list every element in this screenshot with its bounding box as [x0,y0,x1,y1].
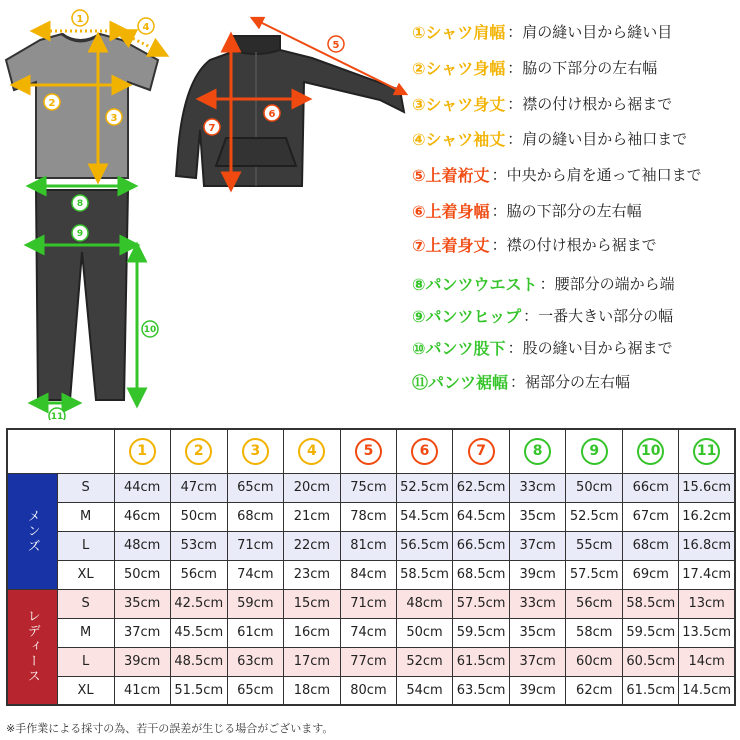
measurement-cell: 48cm [396,589,452,618]
measurement-cell: 65cm [227,473,283,502]
group-label-ladies: レディース [7,589,57,705]
column-number: 2 [185,438,212,465]
measurement-cell: 56cm [170,560,227,589]
table-row [7,676,735,705]
measurement-cell: 60cm [566,647,623,676]
legend-desc: ：襟の付け根から裾まで [507,95,673,113]
svg-text:3: 3 [110,113,118,124]
svg-text:2: 2 [48,98,56,109]
measurement-cell: 13.5cm [679,618,735,647]
legend-desc: ：肩の縫い目から縫い目 [507,23,673,41]
measurement-cell: 75cm [340,473,396,502]
legend-desc: ：中央から肩を通って袖口まで [491,166,702,184]
measurement-cell: 56cm [566,589,623,618]
legend-desc: ：一番大きい部分の幅 [523,307,674,325]
measurement-cell: 69cm [623,560,679,589]
column-number: 5 [355,438,382,465]
legend-item [412,336,673,359]
svg-text:4: 4 [142,22,150,33]
measurement-cell: 48cm [114,531,170,560]
svg-text:11: 11 [50,412,64,420]
measurement-cell: 55cm [566,531,623,560]
measurement-cell: 61.5cm [453,647,510,676]
table-row [7,647,735,676]
legend-label: ①シャツ肩幅 [412,23,506,42]
column-header [679,429,735,473]
table-row [7,531,735,560]
measurement-cell: 58.5cm [623,589,679,618]
legend-label: ⑨パンツヒップ [412,307,522,326]
measurement-cell: 22cm [283,531,340,560]
measurement-cell: 68cm [623,531,679,560]
legend-item [412,370,630,393]
jacket-illustration [176,20,404,186]
measurement-cell: 17.4cm [679,560,735,589]
measurement-cell: 84cm [340,560,396,589]
column-number: 6 [411,438,438,465]
column-number: 11 [693,438,720,465]
legend-label: ⑩パンツ股下 [412,339,506,358]
size-label: XL [57,676,114,705]
measurement-cell: 23cm [283,560,340,589]
svg-text:8: 8 [76,199,84,209]
measurement-cell: 56.5cm [396,531,452,560]
measurement-cell: 66.5cm [453,531,510,560]
measurement-cell: 59.5cm [623,618,679,647]
column-header [623,429,679,473]
size-label: S [57,473,114,502]
column-number: 4 [298,438,325,465]
measurement-cell: 37cm [510,531,566,560]
legend-desc: ：股の縫い目から裾まで [507,339,673,357]
measurement-cell: 35cm [114,589,170,618]
measurement-cell: 52.5cm [396,473,452,502]
measurement-cell: 48.5cm [170,647,227,676]
column-number: 8 [524,438,551,465]
svg-text:7: 7 [208,123,216,134]
measurement-cell: 74cm [227,560,283,589]
legend-label: ④シャツ袖丈 [412,130,506,149]
measurement-cell: 16cm [283,618,340,647]
measurement-cell: 59.5cm [453,618,510,647]
measurement-cell: 46cm [114,502,170,531]
column-header [114,429,170,473]
table-row [7,502,735,531]
measurement-cell: 58cm [566,618,623,647]
size-label: L [57,531,114,560]
measurement-cell: 54.5cm [396,502,452,531]
measurement-cell: 35cm [510,618,566,647]
measurement-cell: 42.5cm [170,589,227,618]
legend-desc: ：肩の縫い目から袖口まで [507,130,688,148]
size-label: L [57,647,114,676]
measurement-cell: 58.5cm [396,560,452,589]
group-label-mens: メンズ [7,473,57,589]
measurement-cell: 77cm [340,647,396,676]
measurement-cell: 39cm [510,676,566,705]
legend-label: ⑪パンツ裾幅 [412,373,509,392]
measurement-cell: 14cm [679,647,735,676]
measurement-cell: 44cm [114,473,170,502]
measurement-cell: 60.5cm [623,647,679,676]
measurement-cell: 67cm [623,502,679,531]
legend-item [412,199,642,222]
measurement-cell: 54cm [396,676,452,705]
measurement-cell: 71cm [340,589,396,618]
size-label: XL [57,560,114,589]
measurement-cell: 37cm [510,647,566,676]
legend-label: ⑤上着裄丈 [412,166,490,185]
measurement-cell: 51.5cm [170,676,227,705]
measurement-cell: 71cm [227,531,283,560]
column-header [340,429,396,473]
measurement-cell: 68cm [227,502,283,531]
measurement-cell: 33cm [510,589,566,618]
legend-desc: ：脇の下部分の左右幅 [491,202,642,220]
measurement-cell: 52.5cm [566,502,623,531]
column-number: 9 [581,438,608,465]
measurement-cell: 65cm [227,676,283,705]
measurement-cell: 50cm [114,560,170,589]
legend-label: ②シャツ身幅 [412,59,506,78]
table-row [7,589,735,618]
size-table-body [7,473,735,705]
legend-label: ⑦上着身丈 [412,236,490,255]
column-header [283,429,340,473]
measurement-cell: 61cm [227,618,283,647]
measurement-cell: 50cm [396,618,452,647]
column-number: 7 [468,438,495,465]
measurement-cell: 16.2cm [679,502,735,531]
legend-item [412,92,672,115]
column-number: 10 [637,438,664,465]
measurement-cell: 13cm [679,589,735,618]
table-row [7,473,735,502]
measurement-cell: 63.5cm [453,676,510,705]
measurement-cell: 61.5cm [623,676,679,705]
measurement-cell: 45.5cm [170,618,227,647]
legend-item [412,56,657,79]
measurement-cell: 16.8cm [679,531,735,560]
legend-item [412,272,675,295]
corner-cell [7,429,114,473]
measurement-cell: 15cm [283,589,340,618]
measurement-cell: 50cm [566,473,623,502]
size-label: M [57,618,114,647]
legend-item [412,20,672,43]
size-label: S [57,589,114,618]
measurement-cell: 74cm [340,618,396,647]
column-header [396,429,452,473]
measurement-cell: 41cm [114,676,170,705]
legend-label: ⑧パンツウエスト [412,275,538,294]
column-header [170,429,227,473]
measurement-cell: 33cm [510,473,566,502]
measurement-cell: 18cm [283,676,340,705]
table-row [7,560,735,589]
measurement-cell: 35cm [510,502,566,531]
legend-item [412,127,687,150]
measurement-cell: 53cm [170,531,227,560]
measurement-cell: 66cm [623,473,679,502]
measurement-cell: 15.6cm [679,473,735,502]
garment-illustrations [0,0,410,420]
column-header [510,429,566,473]
column-number: 3 [242,438,269,465]
measurement-cell: 50cm [170,502,227,531]
table-row [7,618,735,647]
measurement-cell: 39cm [114,647,170,676]
measurement-cell: 63cm [227,647,283,676]
measurement-cell: 39cm [510,560,566,589]
measurement-cell: 21cm [283,502,340,531]
legend-desc: ：裾部分の左右幅 [510,373,631,391]
measurement-cell: 17cm [283,647,340,676]
measurement-cell: 81cm [340,531,396,560]
measurement-cell: 62.5cm [453,473,510,502]
legend-desc: ：脇の下部分の左右幅 [507,59,658,77]
table-header-row [7,429,735,473]
measurement-note: ※手作業による採寸の為、若干の誤差が生じる場合がございます。 [6,722,334,735]
measurement-cell: 47cm [170,473,227,502]
measurement-cell: 20cm [283,473,340,502]
measurement-cell: 37cm [114,618,170,647]
measurement-cell: 57.5cm [453,589,510,618]
measurement-cell: 68.5cm [453,560,510,589]
size-label: M [57,502,114,531]
legend-desc: ：襟の付け根から裾まで [491,236,657,254]
pants-illustration [34,186,158,420]
legend-desc: ：腰部分の端から端 [539,275,675,293]
size-table [6,428,736,706]
column-header [453,429,510,473]
measurement-cell: 59cm [227,589,283,618]
svg-text:9: 9 [76,229,84,239]
column-number: 1 [129,438,156,465]
legend-item [412,233,657,256]
svg-text:5: 5 [332,40,340,51]
measurement-cell: 78cm [340,502,396,531]
svg-text:6: 6 [268,109,276,120]
measurement-cell: 57.5cm [566,560,623,589]
measurement-cell: 14.5cm [679,676,735,705]
column-header [566,429,623,473]
legend-item [412,163,702,186]
measurement-cell: 64.5cm [453,502,510,531]
svg-text:10: 10 [143,325,157,335]
column-header [227,429,283,473]
legend-item [412,304,673,327]
tshirt-illustration [6,10,160,178]
svg-text:1: 1 [76,14,84,25]
legend-label: ⑥上着身幅 [412,202,490,221]
measurement-cell: 62cm [566,676,623,705]
measurement-cell: 80cm [340,676,396,705]
measurement-cell: 52cm [396,647,452,676]
legend-label: ③シャツ身丈 [412,95,506,114]
